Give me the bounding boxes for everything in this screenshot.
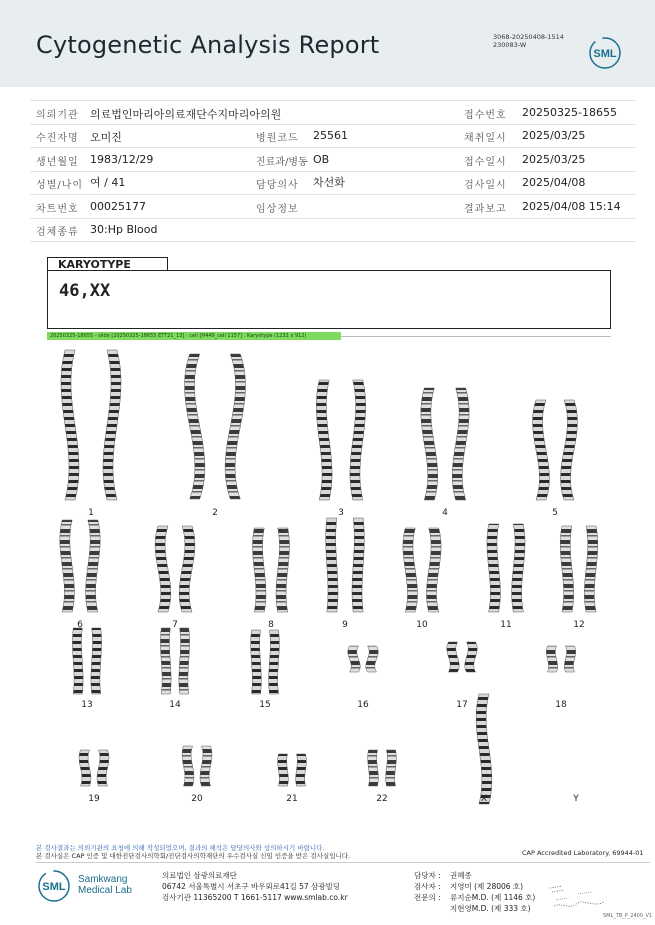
chromosome-label-10: 10	[416, 620, 428, 630]
notice-interpretation: 본 검사결과는 의뢰기관의 요청에 의해 작성되었으며, 결과의 해석은 담당의사와 상의하시기 바랍니다.	[36, 844, 325, 852]
report-value: 2025/04/08 15:14	[522, 200, 621, 213]
chromosome-20-copy-1	[182, 746, 194, 786]
staff4-value: 지현영M.D. (제 333 호)	[450, 904, 531, 913]
chromosome-8-copy-1	[253, 528, 266, 612]
chromosome-label-12: 12	[573, 620, 585, 630]
chromosome-14-copy-1	[160, 628, 171, 694]
chromosome-label-y: Y	[573, 794, 579, 804]
chromosome-17-copy-1	[447, 642, 459, 672]
logo-text: SML	[593, 48, 617, 60]
notice-accreditation: 본 검사실은 CAP 인증 및 대한진단검사의학회/진단검사의학재단의 우수검사실 신임 인증을 받은 검사실입니다.	[36, 852, 351, 860]
info-row-specimen	[30, 218, 636, 242]
brand-name	[78, 874, 132, 896]
chromosome-19-copy-1	[79, 750, 91, 786]
patient-label: 수진자명	[36, 133, 79, 144]
chromosome-18-copy-1	[546, 646, 557, 672]
chromosome-15-copy-1	[251, 630, 262, 694]
collect-date-value: 2025/03/25	[522, 129, 586, 142]
slide-info-divider	[340, 336, 611, 337]
chromosome-label-19: 19	[88, 794, 100, 804]
collect-date-label: 채취일시	[464, 133, 507, 144]
chromosome-22-copy-2	[386, 750, 397, 786]
receipt-date-value: 2025/03/25	[522, 153, 586, 166]
info-row-birth	[30, 148, 636, 172]
chart-no-label: 차트번호	[36, 204, 79, 215]
brand-line-2: Medical Lab	[78, 885, 132, 896]
karyogram-image	[0, 340, 655, 810]
chromosome-14-copy-2	[179, 628, 190, 694]
doctor-value: 차선화	[313, 176, 345, 189]
report-codes	[493, 33, 564, 49]
chromosome-label-5: 5	[552, 508, 558, 518]
chromosome-label-9: 9	[342, 620, 348, 630]
chromosome-10-copy-1	[403, 528, 418, 612]
info-row-sex	[30, 171, 636, 195]
footer-contact: 검사기관 11365200 T 1661-5117 www.smlab.co.kr	[162, 893, 348, 902]
cap-accreditation: CAP Accredited Laboratory. 69944-01	[522, 849, 644, 857]
chromosome-8-copy-2	[276, 528, 289, 612]
test-date-label: 검사일시	[464, 180, 507, 191]
brand-line-1: Samkwang	[78, 874, 128, 885]
report-code-1: 3068-20250408-1514	[493, 33, 564, 41]
chromosome-5-copy-2	[561, 400, 578, 500]
chromosome-label-2: 2	[212, 508, 218, 518]
karyogram	[0, 340, 655, 810]
chromosome-label-21: 21	[286, 794, 298, 804]
chromosome-20-copy-2	[200, 746, 212, 786]
chromosome-label-15: 15	[259, 700, 271, 710]
karyotype-result: 46,XX	[59, 281, 111, 301]
chromosome-label-17: 17	[456, 700, 468, 710]
chromosome-1-copy-1	[61, 350, 79, 500]
staff1-value: 권혜종	[450, 871, 472, 880]
chromosome-1-copy-2	[103, 350, 121, 500]
birth-value: 1983/12/29	[90, 153, 154, 166]
chromosome-6-copy-1	[60, 520, 75, 612]
staff1-label: 담당자 :	[414, 871, 441, 880]
specimen-value: 30:Hp Blood	[90, 223, 158, 236]
chromosome-label-13: 13	[81, 700, 93, 710]
sex-age-label: 성별/나이	[36, 180, 84, 191]
chromosome-label-14: 14	[169, 700, 181, 710]
chromosome-label-3: 3	[338, 508, 344, 518]
footer-org: 의료법인 삼광의료재단	[162, 871, 237, 880]
doctor-label: 담당의사	[256, 180, 299, 191]
staff2-value: 지영미 (제 28006 호)	[450, 882, 524, 891]
receipt-no-label: 접수번호	[464, 110, 507, 121]
chromosome-21-copy-2	[296, 754, 307, 786]
karyotype-tab: KARYOTYPE	[47, 257, 168, 271]
chromosome-17-copy-2	[465, 642, 477, 672]
chromosome-12-copy-1	[560, 526, 573, 612]
chromosome-2-copy-2	[225, 354, 245, 499]
chromosome-label-6: 6	[77, 620, 83, 630]
chromosome-7-copy-2	[179, 526, 195, 612]
chromosome-3-copy-1	[316, 380, 332, 500]
dept-value: OB	[313, 153, 330, 166]
institution-value: 의료법인마리아의료재단수지마리아의원	[90, 108, 282, 121]
chromosome-16-copy-2	[366, 646, 378, 672]
sex-age-value: 여 / 41	[90, 176, 126, 189]
report-title: Cytogenetic Analysis Report	[36, 31, 380, 59]
form-code: SML_TB_P_2400_V1	[603, 913, 653, 919]
staff3-label: 전문의 :	[414, 893, 441, 902]
footer-divider	[36, 862, 650, 863]
report-header	[0, 0, 655, 87]
footer-staff-values	[450, 870, 535, 914]
chromosome-11-copy-2	[512, 524, 525, 612]
chromosome-label-18: 18	[555, 700, 567, 710]
chromosome-18-copy-2	[564, 646, 575, 672]
staff3-value: 류지순M.D. (제 1146 호)	[450, 893, 536, 902]
report-label: 결과보고	[464, 204, 507, 215]
chromosome-15-copy-2	[269, 630, 280, 694]
chromosome-label-22: 22	[376, 794, 388, 804]
chromosome-4-copy-1	[421, 388, 438, 500]
hospital-code-value: 25561	[313, 129, 348, 142]
chromosome-label-x: X	[480, 794, 488, 804]
receipt-date-label: 접수일시	[464, 157, 507, 168]
footer-logo-text: SML	[42, 881, 66, 893]
chromosome-9-copy-2	[352, 518, 364, 612]
chromosome-13-copy-1	[72, 628, 83, 694]
info-row-patient	[30, 124, 636, 148]
chromosome-21-copy-1	[278, 754, 289, 786]
chromosome-label-8: 8	[268, 620, 274, 630]
clinical-label: 임상정보	[256, 204, 299, 215]
footer-address-block	[162, 870, 348, 903]
patient-value: 오미진	[90, 131, 122, 144]
report-code-2: 230083-W	[493, 41, 527, 49]
chromosome-4-copy-2	[452, 388, 469, 500]
sml-logo-icon	[588, 36, 622, 70]
hospital-code-label: 병원코드	[256, 133, 299, 144]
chromosome-16-copy-1	[348, 646, 360, 672]
chromosome-19-copy-2	[97, 750, 109, 786]
chart-no-value: 00025177	[90, 200, 146, 213]
footer-address: 06742 서울특별시 서초구 바우뫼로41길 57 삼광빌딩	[162, 882, 341, 891]
chromosome-x-copy-1	[476, 694, 492, 804]
sml-footer-logo-icon	[36, 868, 72, 904]
karyotype-result-box	[47, 270, 611, 329]
chromosome-5-copy-1	[533, 400, 550, 500]
specimen-label: 검체종류	[36, 227, 79, 238]
chromosome-2-copy-1	[185, 354, 205, 499]
chromosome-10-copy-2	[426, 528, 441, 612]
dept-label: 진료과/병동	[256, 157, 308, 168]
info-row-institution	[30, 100, 636, 125]
chromosome-3-copy-2	[350, 380, 366, 500]
birth-label: 생년월일	[36, 157, 79, 168]
institution-label: 의뢰기관	[36, 110, 79, 121]
info-row-chart	[30, 195, 636, 219]
chromosome-label-1: 1	[88, 508, 94, 518]
footer-staff-labels	[414, 870, 441, 903]
receipt-no-value: 20250325-18655	[522, 106, 617, 119]
chromosome-label-11: 11	[500, 620, 512, 630]
chromosome-label-4: 4	[442, 508, 448, 518]
chromosome-6-copy-2	[86, 520, 101, 612]
test-date-value: 2025/04/08	[522, 176, 586, 189]
chromosome-9-copy-1	[326, 518, 338, 612]
signature-image	[548, 880, 608, 916]
chromosome-12-copy-2	[584, 526, 597, 612]
chromosome-22-copy-1	[368, 750, 379, 786]
chromosome-label-20: 20	[191, 794, 203, 804]
staff2-label: 검사자 :	[414, 882, 441, 891]
chromosome-label-7: 7	[172, 620, 178, 630]
chromosome-11-copy-1	[487, 524, 500, 612]
slide-info-bar: 20250325-18655 - slide [20250325-18655 ETT21_13] : cell [H449_cell 1157] : Karyotype (1232 x 912)	[47, 332, 341, 340]
chromosome-7-copy-1	[155, 526, 171, 612]
chromosome-13-copy-2	[91, 628, 102, 694]
chromosome-label-16: 16	[357, 700, 369, 710]
